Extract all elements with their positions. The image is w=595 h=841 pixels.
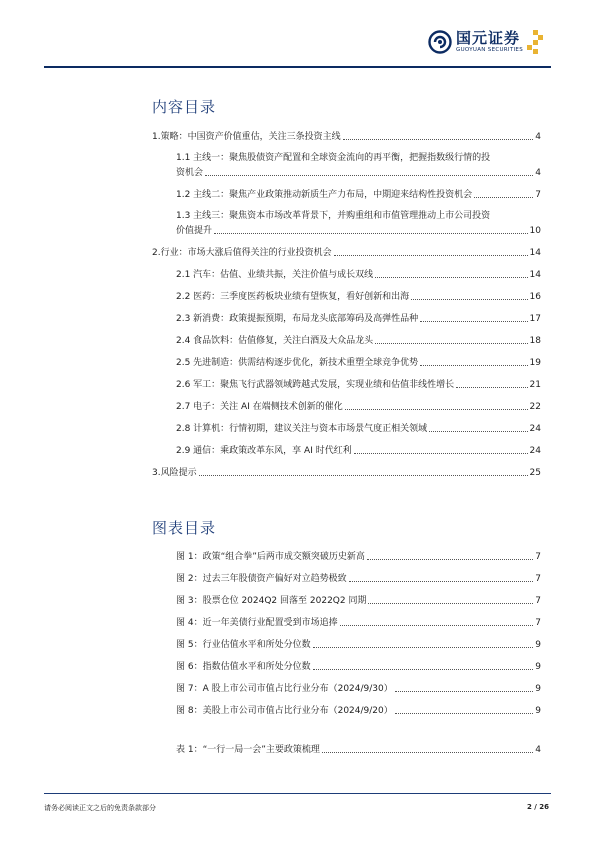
figure-entry[interactable]: 图 4：近一年美债行业配置受到市场追捧 7 <box>176 618 541 628</box>
logo-decoration-icon <box>527 30 543 54</box>
toc-entry[interactable]: 价值提升 10 <box>176 226 541 236</box>
toc-entry[interactable]: 2.7 电子：关注 AI 在端侧技术创新的催化 22 <box>176 402 541 412</box>
toc-entry[interactable]: 2.4 食品饮料：估值修复，关注白酒及大众品龙头 18 <box>176 336 541 346</box>
toc-title: 内容目录 <box>152 98 217 116</box>
figure-entry[interactable]: 图 3：股票仓位 2024Q2 回落至 2022Q2 同期 7 <box>176 596 541 606</box>
figure-entry[interactable]: 图 2：过去三年股债资产偏好对立趋势极致 7 <box>176 574 541 584</box>
toc-entry[interactable]: 2.行业：市场大涨后值得关注的行业投资机会 14 <box>152 248 541 258</box>
toc-entry-line1[interactable]: 1.1 主线一：聚焦股债资产配置和全球资金流向的再平衡，把握指数级行情的投 <box>176 153 491 163</box>
toc-entry[interactable]: 1.策略：中国资产价值重估，关注三条投资主线 4 <box>152 132 541 142</box>
toc-entry[interactable]: 2.1 汽车：估值、业绩共振，关注价值与成长双线 14 <box>176 270 541 280</box>
figure-entry[interactable]: 图 1：政策“组合拳”后两市成交额突破历史新高 7 <box>176 552 541 562</box>
company-logo <box>428 26 543 58</box>
toc-entry[interactable]: 1.2 主线二：聚焦产业政策推动新质生产力布局，中期迎来结构性投资机会 7 <box>176 190 541 200</box>
figure-entry[interactable]: 图 6：指数估值水平和所处分位数 9 <box>176 662 541 672</box>
figure-entry[interactable]: 图 7：A 股上市公司市值占比行业分布（2024/9/30） 9 <box>176 684 541 694</box>
figure-entry[interactable]: 图 8：美股上市公司市值占比行业分布（2024/9/20） 9 <box>176 706 541 716</box>
toc-entry[interactable]: 2.8 计算机：行情初期，建议关注与资本市场景气度正相关领域 24 <box>176 424 541 434</box>
logo-english-name: GUOYUAN SECURITIES <box>456 47 523 53</box>
toc-entry[interactable]: 2.5 先进制造：供需结构逐步优化，新技术重塑全球竞争优势 19 <box>176 358 541 368</box>
toc-entry[interactable]: 2.6 军工：聚焦飞行武器领域跨越式发展，实现业绩和估值非线性增长 21 <box>176 380 541 390</box>
toc-entry[interactable]: 资机会 4 <box>176 168 541 178</box>
guoyuan-logo-icon <box>428 30 452 54</box>
logo-chinese-name: 国元证券 <box>456 29 521 47</box>
figure-entry[interactable]: 图 5：行业估值水平和所处分位数 9 <box>176 640 541 650</box>
table-entry[interactable]: 表 1：“一行一局一会”主要政策梳理 4 <box>176 745 541 755</box>
toc-entry[interactable]: 3.风险提示 25 <box>152 468 541 478</box>
figures-title: 图表目录 <box>152 519 217 537</box>
header-divider <box>44 66 551 68</box>
page-number: 2 / 26 <box>526 803 549 811</box>
toc-entry[interactable]: 2.3 新消费：政策提振预期，布局龙头底部筹码及高弹性品种 17 <box>176 314 541 324</box>
toc-entry[interactable]: 2.9 通信：乘政策改革东风，享 AI 时代红利 24 <box>176 446 541 456</box>
footer-disclaimer: 请务必阅读正文之后的免责条款部分 <box>44 804 156 812</box>
toc-entry[interactable]: 2.2 医药：三季度医药板块业绩有望恢复，看好创新和出海 16 <box>176 292 541 302</box>
toc-entry-line1[interactable]: 1.3 主线三：聚焦资本市场改革背景下，并购重组和市值管理推动上市公司投资 <box>176 211 491 221</box>
footer-divider <box>44 793 551 794</box>
